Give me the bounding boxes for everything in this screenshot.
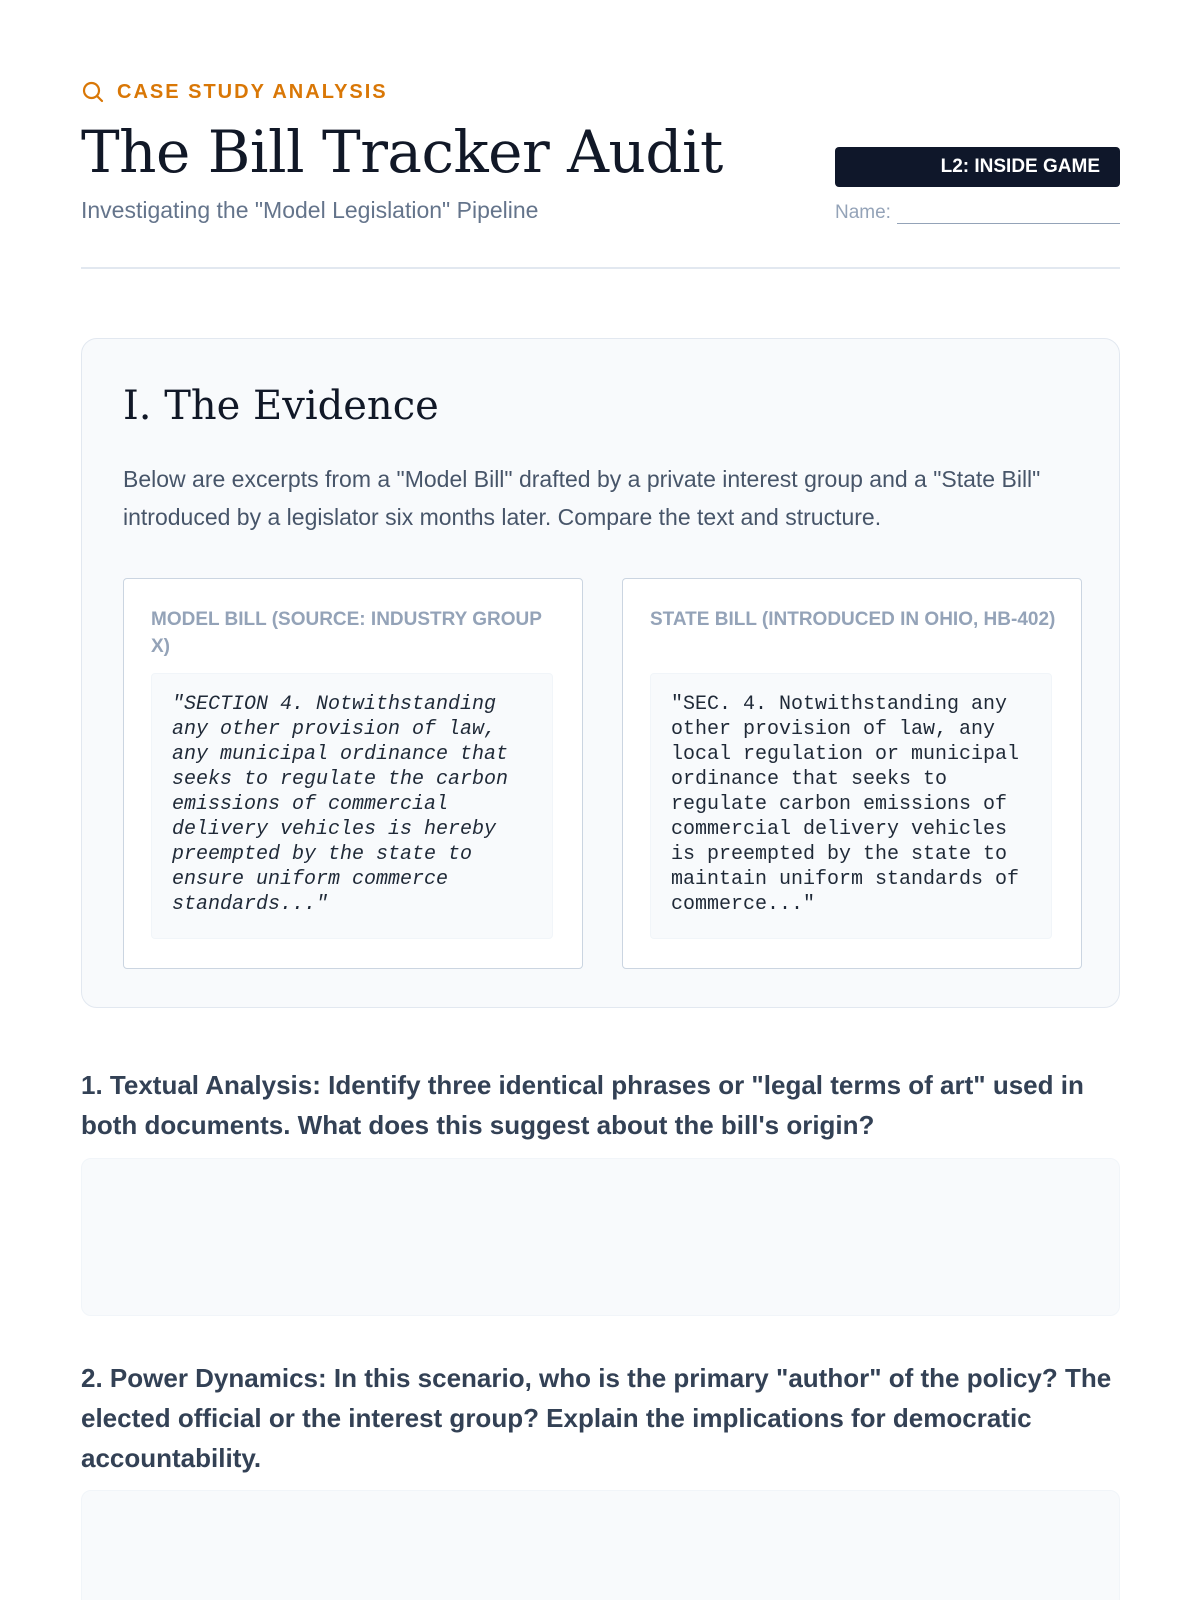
page-subtitle: Investigating the "Model Legislation" Pipeline	[81, 197, 539, 223]
kicker-label: CASE STUDY ANALYSIS	[117, 80, 388, 103]
model-bill-label: MODEL BILL (SOURCE: INDUSTRY GROUP X)	[151, 609, 542, 657]
question-2: 2. Power Dynamics: In this scenario, who is the primary "author" of the policy? The elected official or the interest group? Explain the implications for democratic accountability.	[81, 1363, 1112, 1473]
name-blank-line[interactable]	[897, 205, 1120, 224]
name-field[interactable]	[835, 202, 1120, 224]
model-bill-excerpt: "SECTION 4. Notwithstanding any other provision of law, any municipal ordinance that seeks to regulate the carbon emissions of commercial delivery vehicles is hereby preempted by the state to ensure uniform commerce standards..."	[151, 673, 553, 939]
worksheet-page	[81, 0, 1120, 1600]
header-divider	[81, 267, 1120, 269]
state-bill-card	[622, 578, 1082, 969]
kicker	[81, 80, 388, 104]
model-bill-card	[123, 578, 583, 969]
page-title: The Bill Tracker Audit	[81, 118, 723, 186]
name-label: Name:	[835, 202, 891, 223]
level-badge: L2: INSIDE GAME	[835, 147, 1120, 187]
state-bill-excerpt: "SEC. 4. Notwithstanding any other provision of law, any local regulation or municipal ordinance that seeks to regulate carbon emissions of commercial delivery vehicles is preempted by the state to maintain uniform standards of commerce..."	[650, 673, 1052, 939]
answer-box-1[interactable]	[81, 1158, 1120, 1316]
evidence-panel	[81, 338, 1120, 1008]
evidence-intro: Below are excerpts from a "Model Bill" drafted by a private interest group and a "State Bill" introduced by a legislator six months later. Compare the text and structure.	[123, 466, 1041, 530]
question-1: 1. Textual Analysis: Identify three identical phrases or "legal terms of art" used in both documents. What does this suggest about the bill's origin?	[81, 1070, 1084, 1140]
evidence-heading: I. The Evidence	[123, 383, 439, 429]
search-icon	[81, 80, 105, 104]
state-bill-label: STATE BILL (INTRODUCED IN OHIO, HB-402)	[650, 609, 1056, 630]
answer-box-2[interactable]	[81, 1490, 1120, 1600]
